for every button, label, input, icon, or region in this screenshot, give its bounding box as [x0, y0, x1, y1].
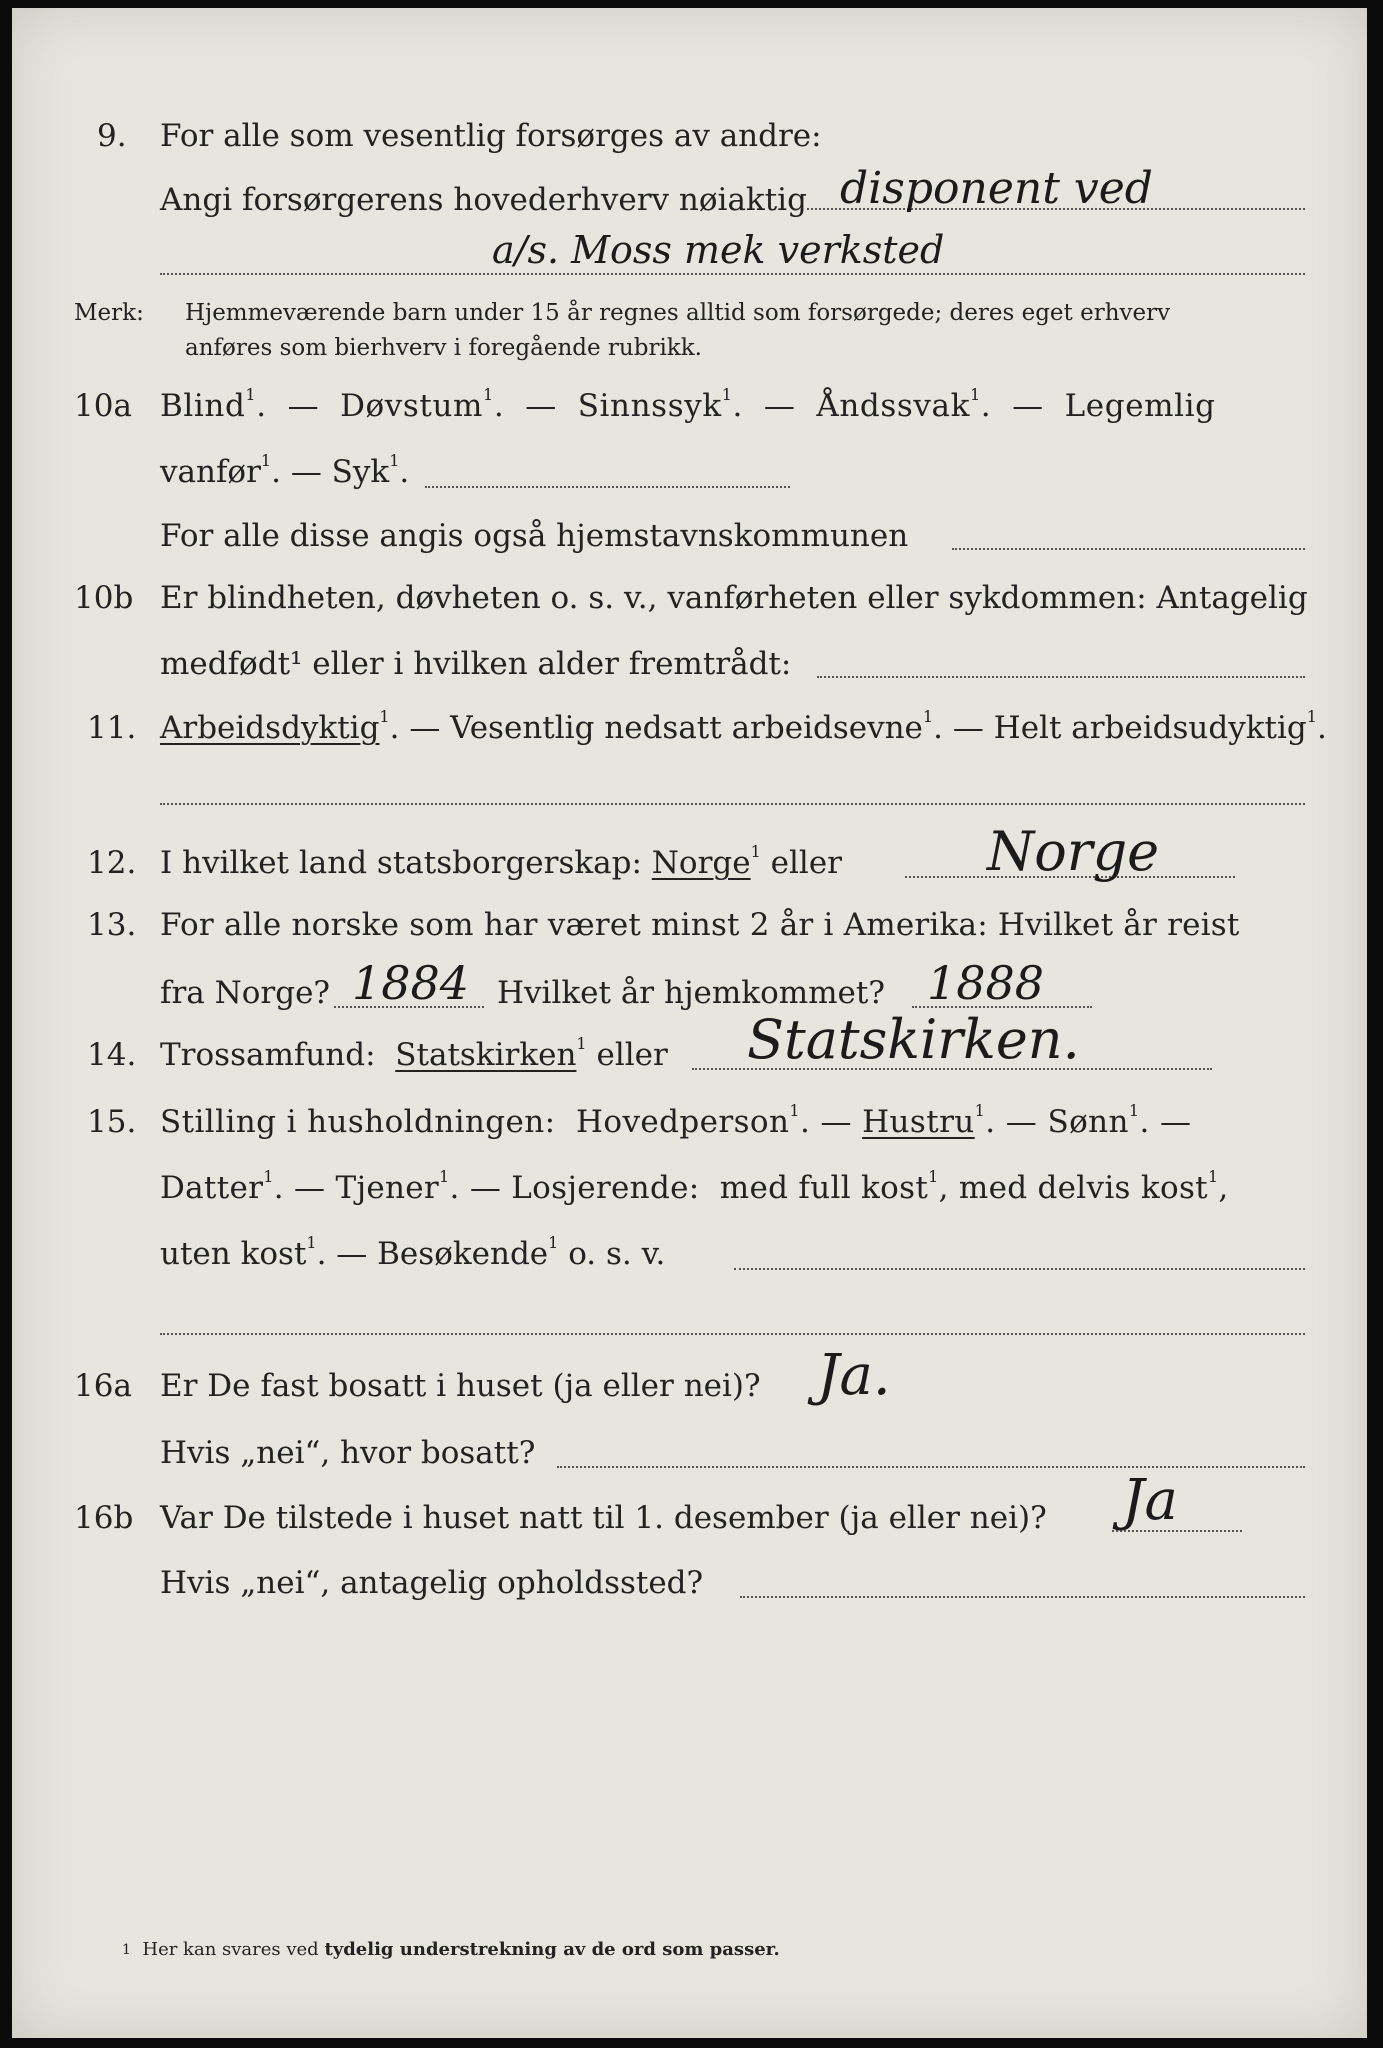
q14-answer: Statskirken.: [747, 1008, 1080, 1071]
q12-text: I hvilket land statsborgerskap: Norge$^1$ eller: [160, 842, 842, 881]
q11-number: 11.: [87, 710, 137, 746]
q9-prompt: Angi forsørgerens hovederhverv nøiaktig: [160, 182, 807, 218]
q15-text-1: Stilling i husholdningen: Hovedperson$^1$. — Hustru$^1$. — Sønn$^1$. —: [160, 1101, 1192, 1140]
q12-number: 12.: [87, 845, 137, 881]
q10a-text-1: Blind$^1$. — Døvstum$^1$. — Sinnssyk$^1$. — Åndssvak$^1$. — Legemlig: [160, 385, 1216, 424]
opt-nedsatt: Vesentlig nedsatt arbeidsevne: [450, 710, 923, 746]
q16a-text-1: Er De fast bosatt i huset (ja eller nei)?: [160, 1368, 761, 1404]
q9-number: 9.: [97, 118, 127, 154]
q9-answer-2: a/s. Moss mek verksted: [492, 228, 945, 272]
q13-text-2b: Hvilket år hjemkommet?: [497, 975, 885, 1011]
q15-answer-line-1: [734, 1268, 1305, 1270]
opt-syk: Syk: [331, 454, 390, 490]
q16a-number: 16a: [74, 1368, 132, 1404]
q10a-text-2: vanfør$^1$. — Syk$^1$.: [160, 451, 410, 490]
q16b-answer-line-2: [740, 1596, 1305, 1598]
q13-answer-hjemkommet: 1888: [927, 956, 1045, 1010]
q14-number: 14.: [87, 1037, 137, 1073]
q13-number: 13.: [87, 907, 137, 943]
q9-text: For alle som vesentlig forsørges av andre:: [160, 118, 822, 154]
q12-answer: Norge: [987, 820, 1160, 883]
q16b-answer: Ja: [1122, 1468, 1178, 1533]
q10a-number: 10a: [74, 388, 132, 424]
opt-arbeidsdyktig: Arbeidsdyktig: [160, 710, 380, 746]
q16a-answer-line: [557, 1466, 1305, 1468]
opt-dovstum: Døvstum: [340, 388, 484, 424]
q10a-answer-line: [425, 486, 790, 488]
opt-norge: Norge: [651, 845, 751, 881]
merk-label: Merk:: [74, 300, 144, 326]
merk-text-2: anføres som bierhverv i foregående rubrikk.: [185, 335, 702, 361]
opt-blind: Blind: [160, 388, 246, 424]
opt-hustru: Hustru: [862, 1104, 975, 1140]
q13-answer-reist: 1884: [352, 956, 470, 1010]
q10b-number: 10b: [74, 580, 134, 616]
q10b-text-2: medfødt¹ eller i hvilken alder fremtrådt:: [160, 646, 792, 682]
q15-answer-line-2: [160, 1333, 1305, 1335]
q14-text: Trossamfund: Statskirken$^1$ eller: [160, 1034, 668, 1073]
q10b-text-1: Er blindheten, døvheten o. s. v., vanførheten eller sykdommen: Antagelig: [160, 580, 1308, 616]
opt-sinnssyk: Sinnssyk: [577, 388, 722, 424]
q11-text: Arbeidsdyktig$^1$. — Vesentlig nedsatt arbeidsevne$^1$. — Helt arbeidsudyktig$^1$.: [160, 707, 1327, 746]
q15-number: 15.: [87, 1104, 137, 1140]
q13-text-1: For alle norske som har været minst 2 år i Amerika: Hvilket år reist: [160, 907, 1240, 943]
q16b-text-1: Var De tilstede i huset natt til 1. desember (ja eller nei)?: [160, 1500, 1047, 1536]
opt-statskirken: Statskirken: [395, 1037, 577, 1073]
q16a-answer: Ja.: [817, 1343, 891, 1408]
q9-answer-1: disponent ved: [840, 163, 1153, 214]
q16b-text-2: Hvis „nei“, antagelig opholdssted?: [160, 1565, 704, 1601]
merk-text-1: Hjemmeværende barn under 15 år regnes alltid som forsørgede; deres eget erhverv: [185, 300, 1171, 326]
footnote: $^1$ Her kan svares ved tydelig understrekning av de ord som passer.: [122, 1939, 780, 1960]
q15-text-3: uten kost$^1$. — Besøkende$^1$ o. s. v.: [160, 1233, 666, 1272]
q10a-text-3: For alle disse angis også hjemstavnskommunen: [160, 518, 909, 554]
q13-text-2a: fra Norge?: [160, 975, 331, 1011]
opt-andssvak: Åndssvak: [816, 388, 970, 424]
opt-vanfor: vanfør: [160, 454, 261, 490]
q11-answer-line: [160, 803, 1305, 805]
opt-legemlig: Legemlig: [1064, 388, 1216, 424]
q15-text-2: Datter$^1$. — Tjener$^1$. — Losjerende: med full kost$^1$, med delvis kost$^1$,: [160, 1167, 1229, 1206]
q9-answer-line-2: [160, 273, 1305, 275]
q16a-text-2: Hvis „nei“, hvor bosatt?: [160, 1435, 536, 1471]
q10a-answer-line-2: [952, 548, 1305, 550]
opt-arbeidsudyktig: Helt arbeidsudyktig: [993, 710, 1307, 746]
census-form-page: [12, 8, 1367, 2038]
q16b-number: 16b: [74, 1500, 134, 1536]
q10b-answer-line: [817, 676, 1305, 678]
